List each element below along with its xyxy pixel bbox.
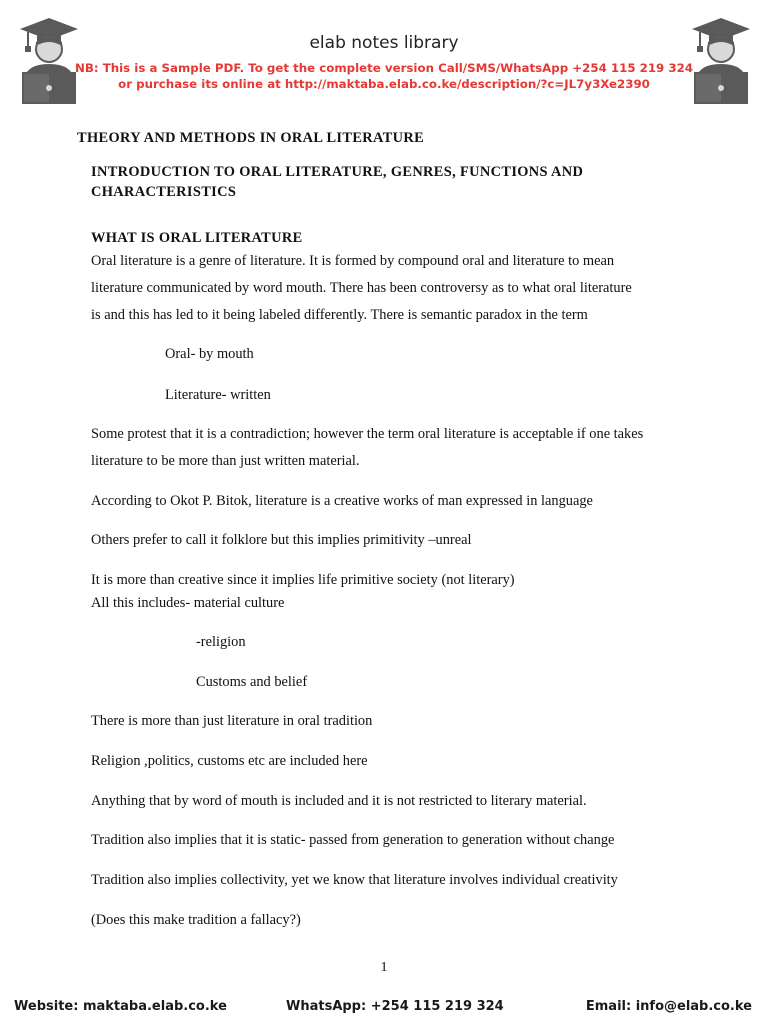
document-title: THEORY AND METHODS IN ORAL LITERATURE [77,130,425,146]
paragraph-line: Others prefer to call it folklore but this implies primitivity –unreal [91,532,472,548]
section-heading-line2: CHARACTERISTICS [91,184,237,200]
paragraph-line: All this includes- material culture [91,595,285,611]
paragraph-line: Tradition also implies collectivity, yet we know that literature involves individual creativity [91,872,618,888]
paragraph-line: literature to be more than just written material. [91,453,360,469]
paragraph-line: There is more than just literature in oral tradition [91,713,373,729]
paragraph-line: Tradition also implies that it is static- passed from generation to generation without change [91,832,615,848]
sample-notice-line1: NB: This is a Sample PDF. To get the complete version Call/SMS/WhatsApp +254 115 219 324 [75,61,693,75]
section-heading-line1: INTRODUCTION TO ORAL LITERATURE, GENRES, FUNCTIONS AND [91,164,584,180]
paragraph-line: Oral literature is a genre of literature. It is formed by compound oral and literature to mean [91,253,615,269]
paragraph-line: (Does this make tradition a fallacy?) [91,912,301,928]
paragraph-line: is and this has led to it being labeled differently. There is semantic paradox in the term [91,307,588,323]
list-item: Customs and belief [196,674,308,690]
paragraph-line: Religion ,politics, customs etc are included here [91,753,368,769]
footer-website: Website: maktaba.elab.co.ke [14,999,227,1014]
site-name: elab notes library [309,33,459,53]
definition-oral: Oral- by mouth [165,346,254,362]
paragraph-line: Some protest that it is a contradiction; however the term oral literature is acceptable if one takes [91,426,644,442]
footer-email: Email: info@elab.co.ke [585,999,752,1014]
footer-whatsapp: WhatsApp: +254 115 219 324 [286,999,504,1014]
paragraph-line: It is more than creative since it implies life primitive society (not literary) [91,572,515,588]
paragraph-line: According to Okot P. Bitok, literature is a creative works of man expressed in language [91,493,593,509]
subheading: WHAT IS ORAL LITERATURE [91,230,303,246]
paragraph-line: literature communicated by word mouth. There has been controversy as to what oral literature [91,280,632,296]
definition-literature: Literature- written [165,387,271,403]
list-item: -religion [196,634,246,650]
page-number: 1 [380,960,388,975]
paragraph-line: Anything that by word of mouth is included and it is not restricted to literary material. [91,793,587,809]
sample-notice-line2: or purchase its online at http://maktaba.elab.co.ke/description/?c=JL7y3Xe2390 [118,77,650,91]
